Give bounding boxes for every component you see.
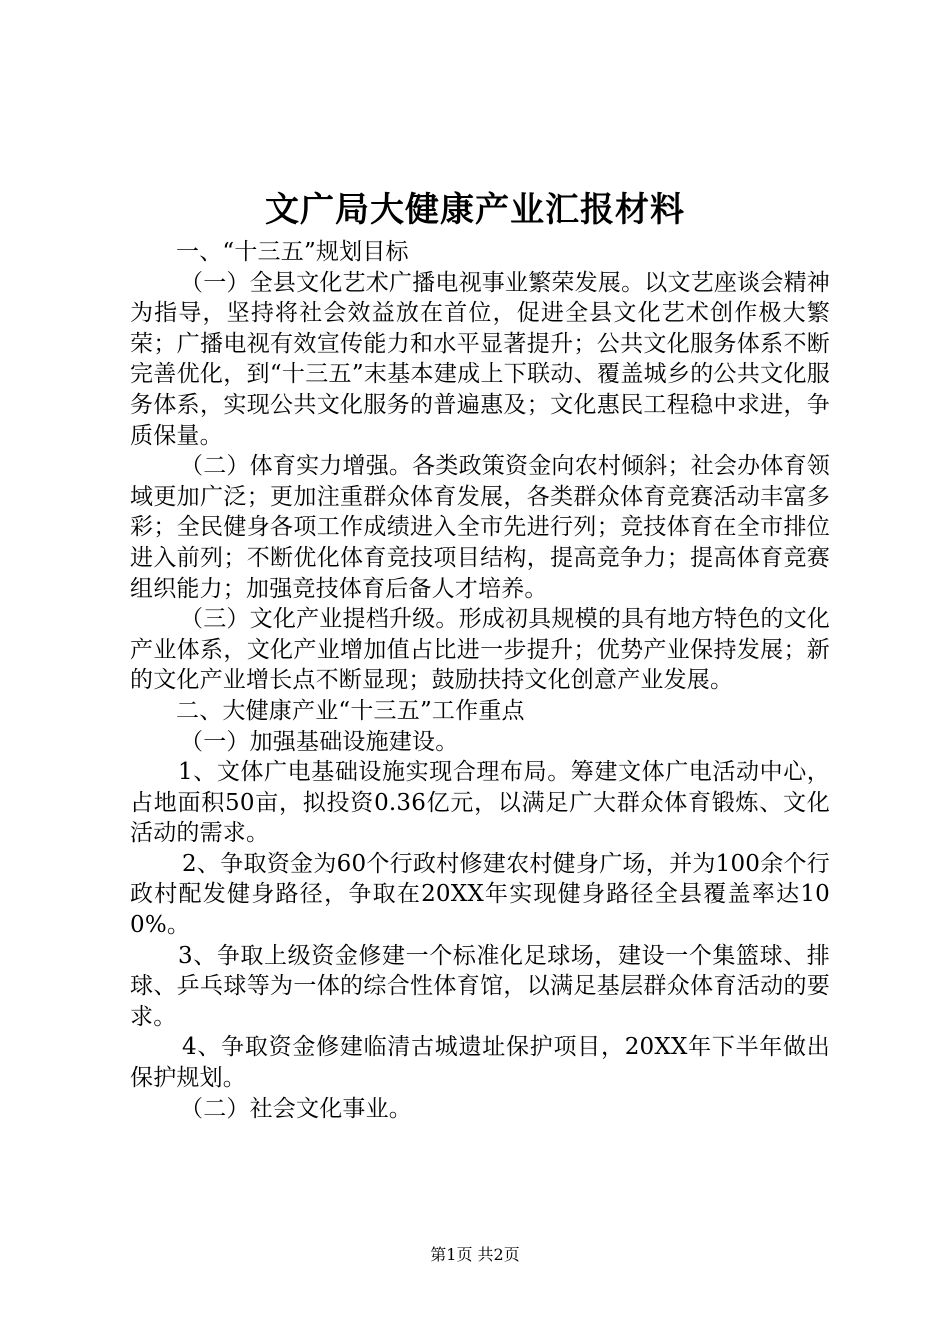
paragraph-item-2: 2、争取资金为60个行政村修建农村健身广场，并为100余个行政村配发健身路径，争取在20XX年实现健身路径全县覆盖率达100%。 [130, 850, 830, 939]
paragraph-goal-1: （一）全县文化艺术广播电视事业繁荣发展。以文艺座谈会精神为指导，坚持将社会效益放在首位，促进全县文化艺术创作极大繁荣；广播电视有效宣传能力和水平显著提升；公共文化服务体系不断完善优化，到“十三五”末基本建成上下联动、覆盖城乡的公共文化服务体系，实现公共文化服务的普遍惠及；文化惠民工程稳中求进，争质保量。 [130, 269, 830, 449]
paragraph-goal-3: （三）文化产业提档升级。形成初具规模的具有地方特色的文化产业体系，文化产业增加值占比进一步提升；优势产业保持发展；新的文化产业增长点不断显现；鼓励扶持文化创意产业发展。 [130, 606, 830, 694]
subsection-heading-infrastructure: （一）加强基础设施建设。 [180, 728, 459, 755]
subsection-heading-social-culture: （二）社会文化事业。 [180, 1095, 412, 1122]
page-footer: 第1页 共2页 [430, 1245, 520, 1264]
section-heading-2: 二、大健康产业“十三五”工作重点 [176, 697, 525, 724]
paragraph-item-4: 4、争取资金修建临清古城遗址保护项目，20XX年下半年做出保护规划。 [130, 1034, 830, 1092]
section-heading-1: 一、“十三五”规划目标 [176, 239, 409, 265]
document-title: 文广局大健康产业汇报材料 [265, 190, 685, 230]
paragraph-item-3: 3、争取上级资金修建一个标准化足球场，建设一个集篮球、排球、乒乓球等为一体的综合性体育馆，以满足基层群众体育活动的要求。 [130, 942, 830, 1030]
paragraph-item-1: 1、文体广电基础设施实现合理布局。筹建文体广电活动中心，占地面积50亩，拟投资0.36亿元，以满足广大群众体育锻炼、文化活动的需求。 [130, 759, 830, 847]
document-body [130, 237, 830, 1124]
paragraph-goal-2: （二）体育实力增强。各类政策资金向农村倾斜；社会办体育领域更加广泛；更加注重群众体育发展，各类群众体育竞赛活动丰富多彩；全民健身各项工作成绩进入全市先进行列；竞技体育在全市排位进入前列；不断优化体育竞技项目结构，提高竞争力；提高体育竞赛组织能力；加强竞技体育后备人才培养。 [130, 453, 830, 602]
